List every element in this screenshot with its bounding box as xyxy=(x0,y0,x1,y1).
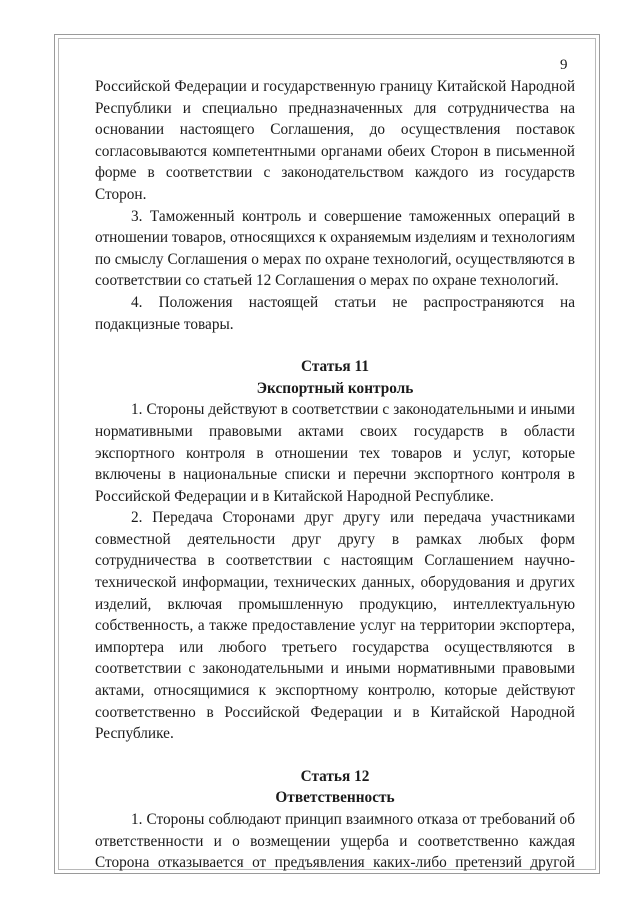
page-number: 9 xyxy=(560,57,568,73)
paragraph-continuation: Российской Федерации и государственную границу Китайской Народной Республики и специально предназначенных для сотрудничества на основании настоящего Соглашения, до осуществления поставок согласовываются компетентными органами обеих Сторон в письменной форме в соответствии с законодательством каждого из государств Сторон. xyxy=(95,78,575,203)
article-12 xyxy=(95,766,575,874)
article-11-paragraph-2: 2. Передача Сторонами друг другу или передача участниками совместной деятельности друг другу в рамках любых форм сотрудничества в соответствии с настоящим Соглашением научно-технической информации, технических данных, оборудования и других изделий, включая промышленную продукцию, интеллектуальную собственность, а также предоставление услуг на территории экспортера, импортера или любого третьего государства осуществляются в соответствии с законодательными и иными нормативными правовыми актами, относящимися к экспортному контролю, которые действуют соответственно в Российской Федерации и в Китайской Народной Республике. xyxy=(95,509,575,743)
article-12-number: Статья 12 xyxy=(300,767,370,785)
article-11-title: Экспортный контроль xyxy=(256,379,414,397)
article-11-paragraph-1: 1. Стороны действуют в соответствии с законодательными и иными нормативными правовыми актами своих государств в области экспортного контроля в отношении тех товаров и услуг, которые включены в национальные списки и перечни экспортного контроля в Российской Федерации и в Китайской Народной Республике. xyxy=(95,401,575,505)
article-12-title: Ответственность xyxy=(275,789,395,807)
article-11 xyxy=(95,356,575,745)
paragraph-excise-goods: 4. Положения настоящей статьи не распространяются на подакцизные товары. xyxy=(95,293,575,333)
article-11-number: Статья 11 xyxy=(301,358,369,376)
document-body xyxy=(95,76,575,874)
paragraph-customs-control: 3. Таможенный контроль и совершение таможенных операций в отношении товаров, относящихся к охраняемым изделиям и технологиям по смыслу Соглашения о мерах по охране технологий, осуществляются в соответствии со статьей 12 Соглашения о мерах по охране технологий. xyxy=(95,207,576,290)
article-12-paragraph-1: 1. Стороны соблюдают принцип взаимного отказа от требований об ответственности и о возмещении ущерба и соответственно каждая Сторона отказывается от предъявления каких-либо претензий другой xyxy=(95,811,575,872)
